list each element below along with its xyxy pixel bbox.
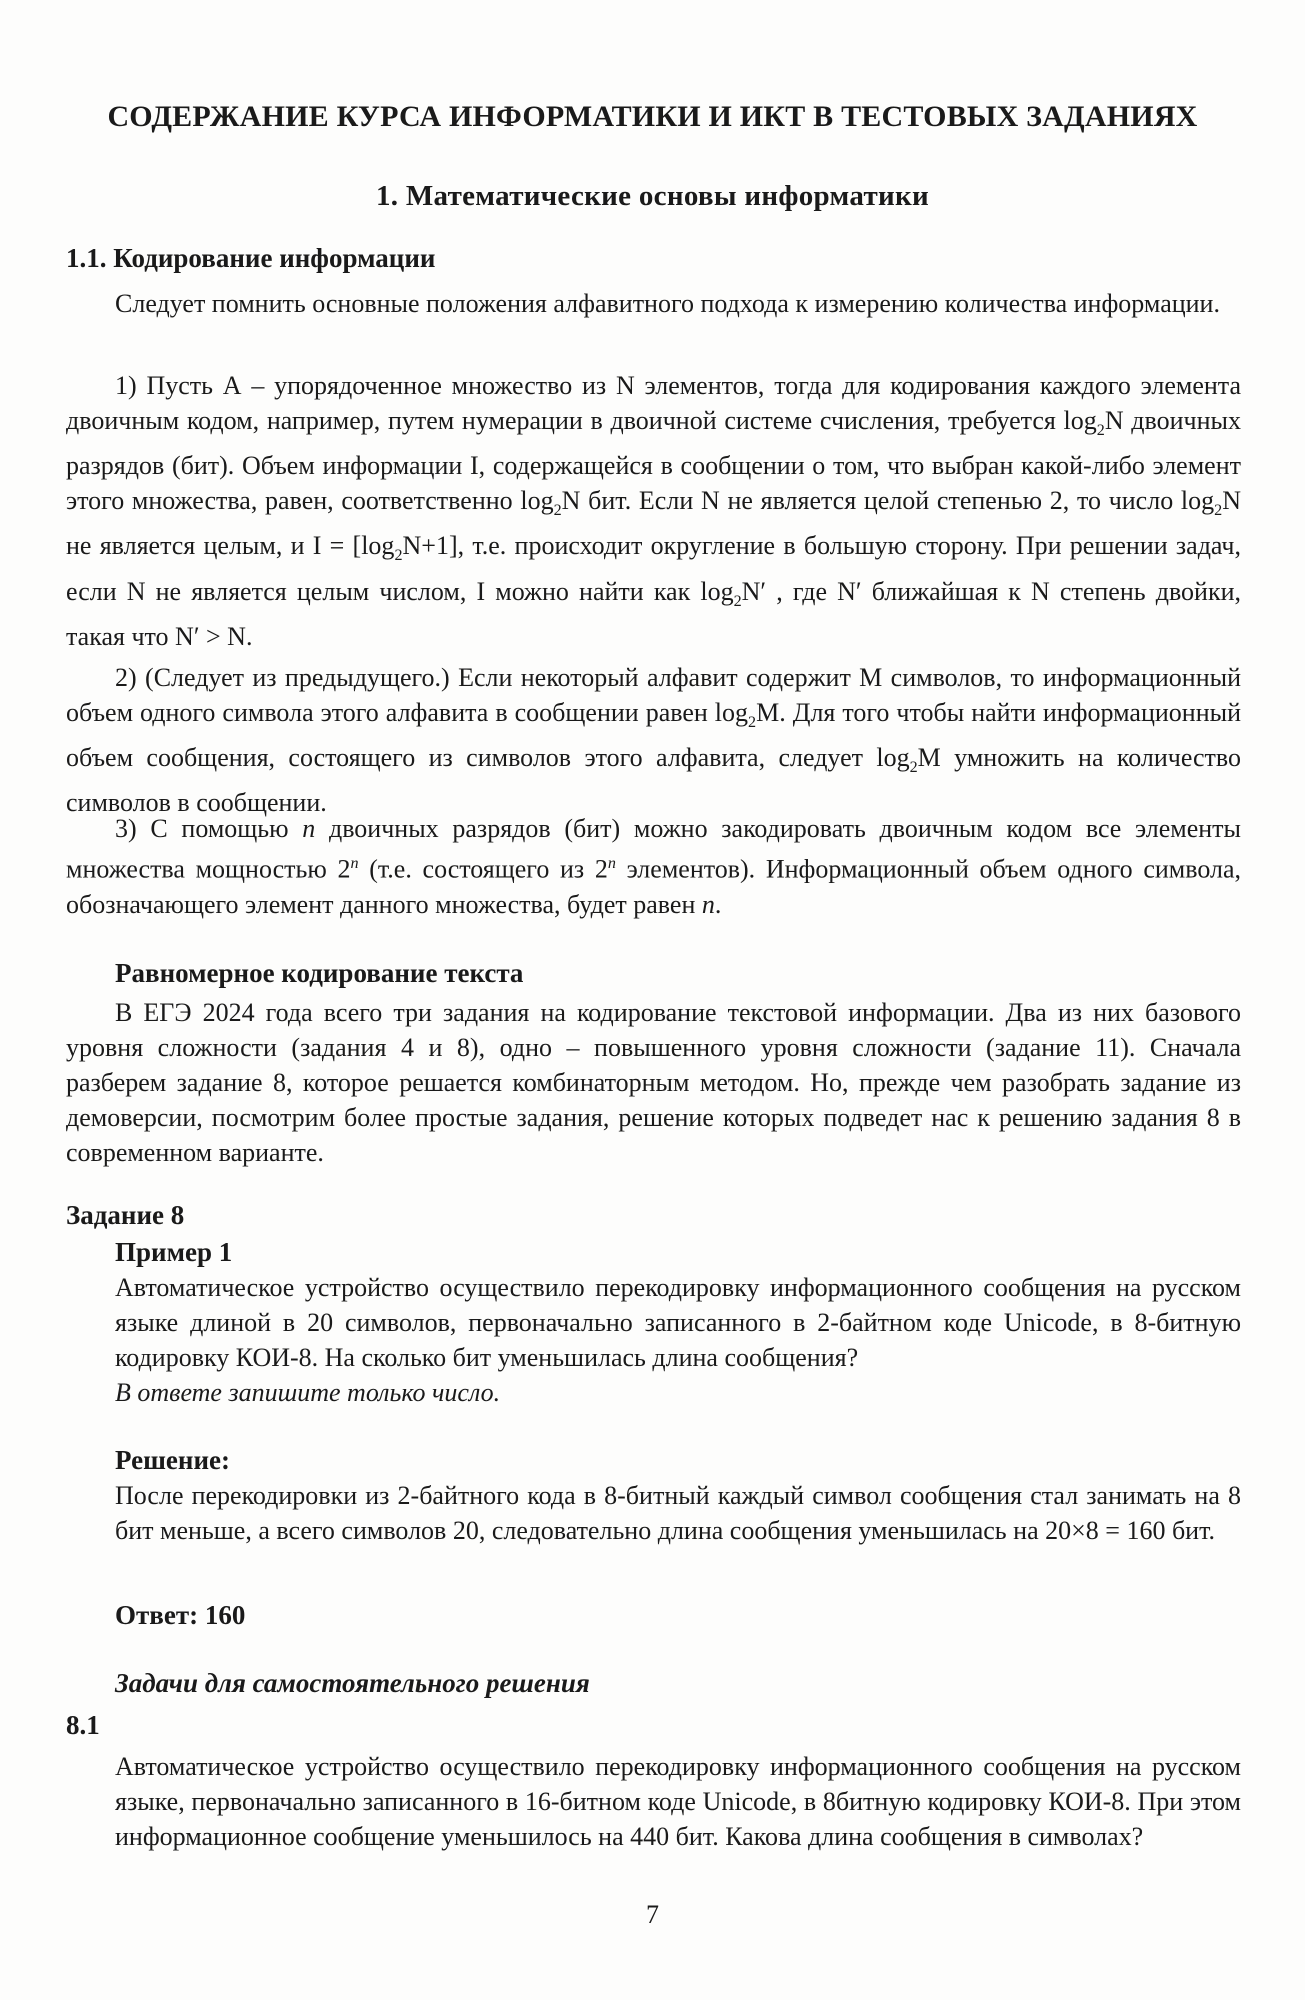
solution-block xyxy=(115,1478,1241,1548)
answer-label: Ответ: 160 xyxy=(115,1600,246,1630)
page-main-title: СОДЕРЖАНИЕ КУРСА ИНФОРМАТИКИ И ИКТ В ТЕСТОВЫХ ЗАДАНИЯХ xyxy=(107,100,1198,133)
task-8-1-block xyxy=(115,1749,1241,1854)
point-3-paragraph: 3) С помощью n двоичных разрядов (бит) можно закодировать двоичным кодом все элементы множества мощностью 2$^n$ (т.е. состоящего из 2$^n$ элементов). Информационный объем одного символа, обозначающего элемент данного множества, будет равен n. xyxy=(66,814,1242,919)
selfwork-heading: Задачи для самостоятельного решения xyxy=(115,1668,590,1698)
uniform-coding-paragraph: В ЕГЭ 2024 года всего три задания на кодирование текстовой информации. Два из них базового уровня сложности (задания 4 и 8), одно – повышенного уровня сложности (задание 11). Сначала разберем задание 8, которое решается комбинаторным методом. Но, прежде чем разобрать задание из демоверсии, посмотрим более простые задания, решение которых подведет нас к решению задания 8 в современном варианте. xyxy=(66,998,1241,1167)
task-8-1-text: Автоматическое устройство осуществило перекодировку информационного сообщения на русском языке, первоначально записанного в 16-битном коде Unicode, в 8битную кодировку КОИ-8. При этом информационное сообщение уменьшилось на 440 бит. Какова длина сообщения в символах? xyxy=(115,1752,1241,1851)
example-1-heading: Пример 1 xyxy=(115,1237,233,1267)
point-2-paragraph: 2) (Следует из предыдущего.) Если некоторый алфавит содержит M символов, то информационный объем одного символа этого алфавита в сообщении равен $\log_2M$. Для того чтобы найти информационный объем сообщения, состоящего из символов этого алфавита, следует $\log_2M$ умножить на количество символов в сообщении. xyxy=(66,663,1242,818)
intro-block xyxy=(66,286,1241,321)
example-1-note: В ответе запишите только число. xyxy=(115,1378,501,1407)
solution-heading: Решение: xyxy=(115,1445,230,1475)
task-8-1-number: 8.1 xyxy=(66,1710,100,1740)
solution-text: После перекодировки из 2-байтного кода в 8-битный каждый символ сообщения стал занимать на 8 бит меньше, а всего символов 20, следовательно длина сообщения уменьшилась на 20×8 = 160 бит. xyxy=(115,1481,1241,1545)
uniform-coding-heading: Равномерное кодирование текста xyxy=(115,958,524,988)
uniform-coding-block xyxy=(66,995,1241,1170)
point-1-block xyxy=(66,368,1241,654)
task-8-heading: Задание 8 xyxy=(66,1200,185,1230)
point-1-paragraph: 1) Пусть А – упорядоченное множество из N элементов, тогда для кодирования каждого элемента двоичным кодом, например, путем нумерации в двоичной системе счисления, требуется $\log_2N$ двоичных разрядов (бит). Объем информации I, содержащейся в сообщении о том, что выбран какой-либо элемент этого множества, равен, соответственно $\log_2N$ бит. Если N не является целой степенью 2, то число $\log_2N$ не является целым, и $I = [\log_2N+1]$, т.е. происходит округление в большую сторону. При решении задач, если N не является целым числом, I можно найти как $\log_2N'$ , где N′ ближайшая к N степень двойки, такая что N′ > N. xyxy=(66,371,1242,651)
example-1-text: Автоматическое устройство осуществило перекодировку информационного сообщения на русском языке длиной в 20 символов, первоначально записанного в 2-байтном коде Unicode, в 8-битную кодировку КОИ-8. На сколько бит уменьшилась длина сообщения? xyxy=(115,1273,1241,1372)
intro-paragraph: Следует помнить основные положения алфавитного подхода к измерению количества информации. xyxy=(115,289,1220,318)
section-title: 1. Математические основы информатики xyxy=(375,180,930,212)
point-3-block xyxy=(66,811,1241,922)
subsection-title: 1.1. Кодирование информации xyxy=(66,243,436,273)
point-2-block xyxy=(66,660,1241,820)
page-number: 7 xyxy=(646,1900,659,1929)
example-1-block xyxy=(115,1270,1241,1410)
